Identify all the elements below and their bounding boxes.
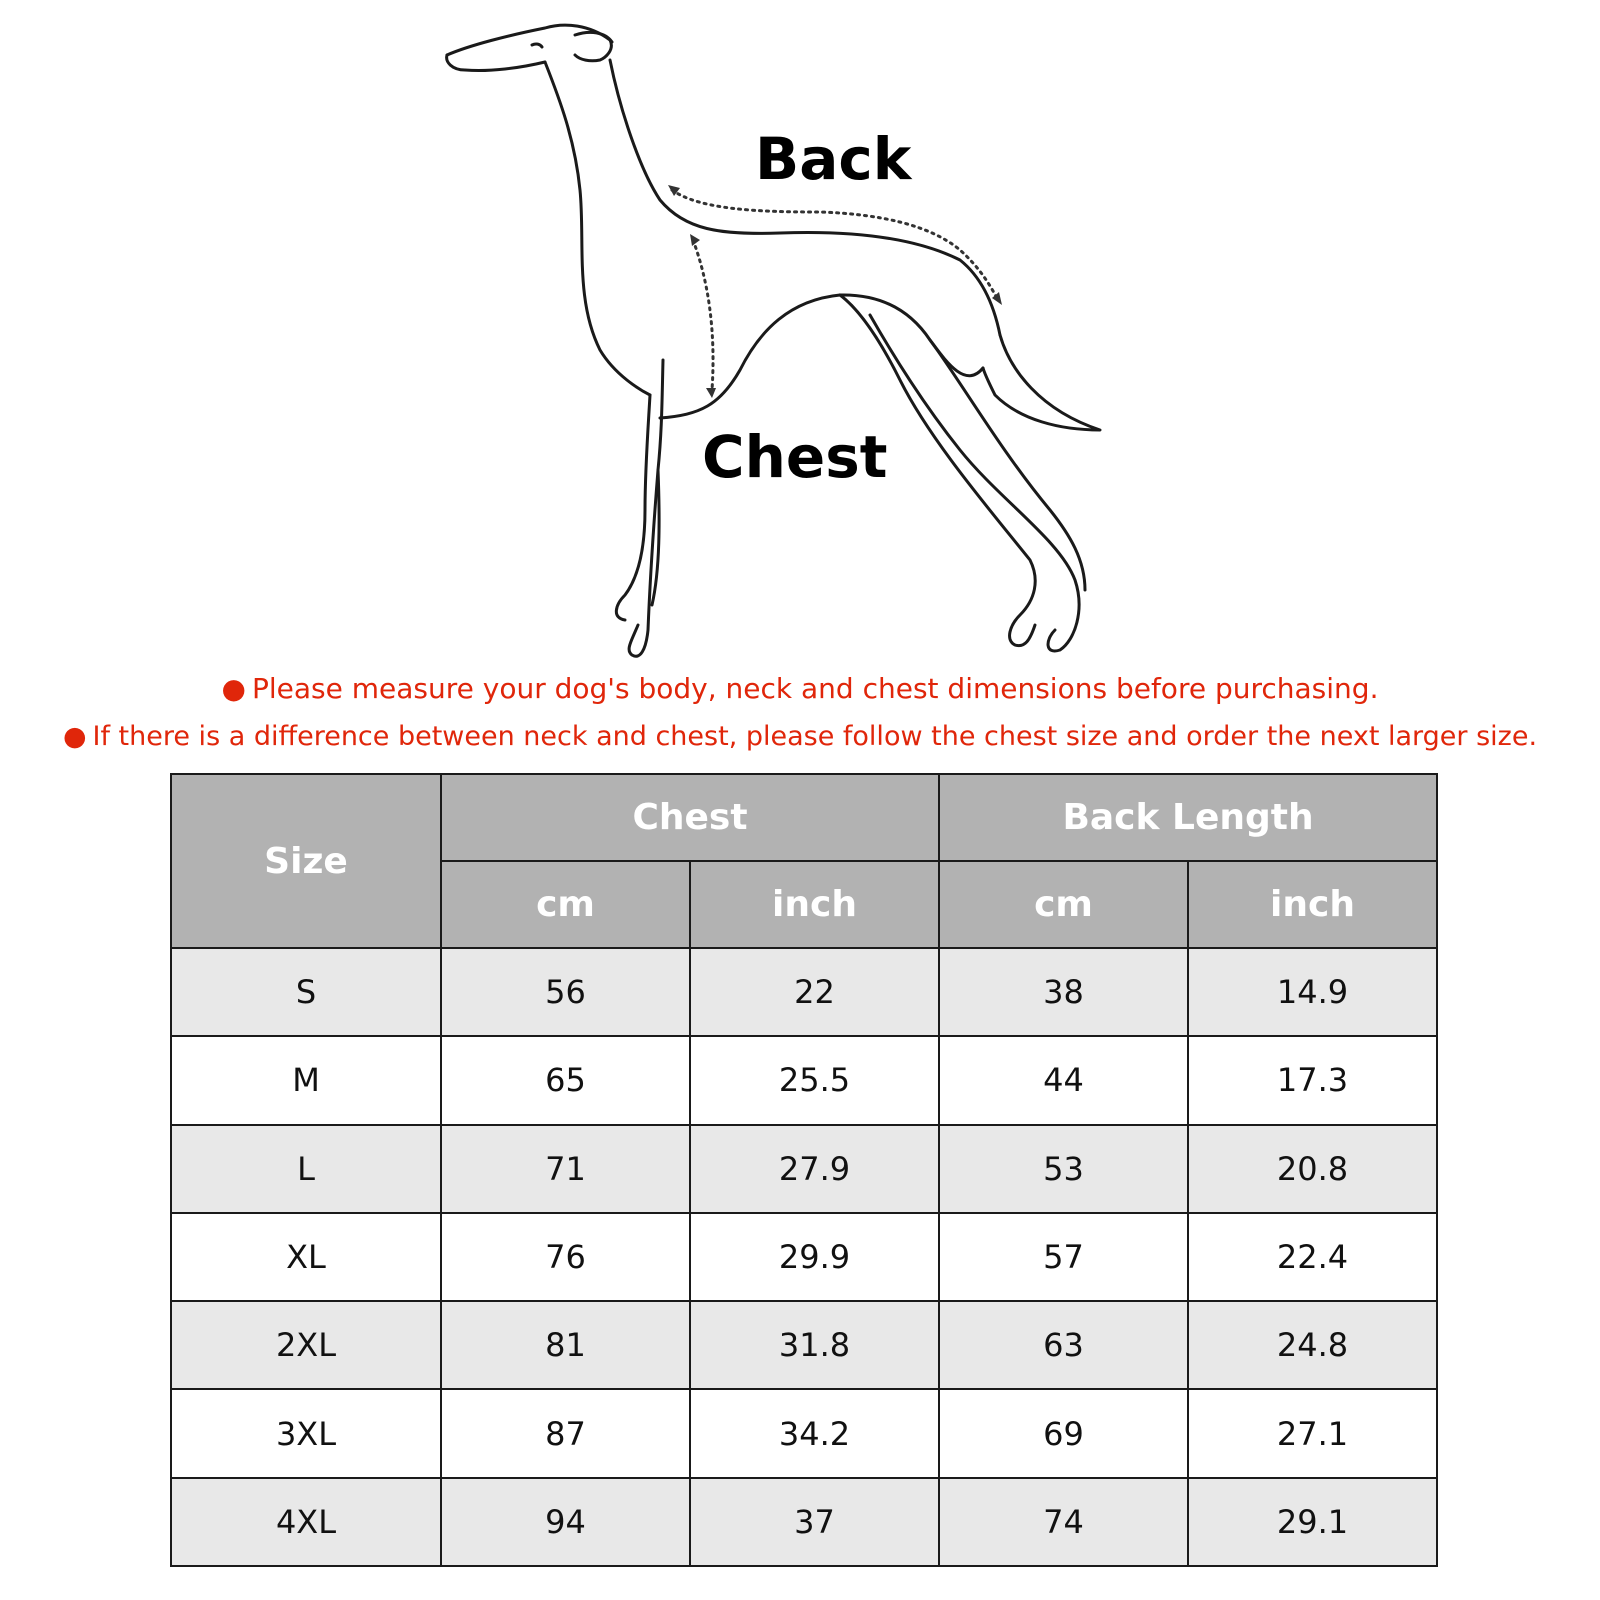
back-measure-label: Back [755,125,912,193]
chest-cm-cell: 71 [441,1125,690,1213]
back-cm-cell: 74 [939,1478,1188,1566]
back-cm-cell: 53 [939,1125,1188,1213]
back-inch-cell: 24.8 [1188,1301,1437,1389]
chest-cm-cell: 76 [441,1213,690,1301]
table-row [171,1301,1437,1389]
back-inch-cell: 20.8 [1188,1125,1437,1213]
back-inch-cell: 27.1 [1188,1389,1437,1477]
dog-measurement-illustration [0,0,1600,665]
back-length-group-header: Back Length [939,774,1437,861]
size-column-header: Size [171,774,441,948]
back-inch-cell: 22.4 [1188,1213,1437,1301]
size-chart-table [170,773,1438,1567]
back-cm-cell: 44 [939,1036,1188,1124]
table-row [171,1389,1437,1477]
bullet-icon: ● [221,672,246,705]
size-cell: 4XL [171,1478,441,1566]
measurement-notes [0,665,1600,761]
back-inch-cell: 14.9 [1188,948,1437,1036]
note-text: Please measure your dog's body, neck and chest dimensions before purchasing. [251,672,1379,705]
note-measure-before-purchase [0,665,1600,713]
chest-cm-cell: 87 [441,1389,690,1477]
back-inch-cell: 29.1 [1188,1478,1437,1566]
back-inch-cell: 17.3 [1188,1036,1437,1124]
back-inch-header: inch [1188,861,1437,948]
size-cell: L [171,1125,441,1213]
note-text: If there is a difference between neck and chest, please follow the chest size and order the next larger size. [92,721,1538,752]
back-cm-cell: 57 [939,1213,1188,1301]
table-row [171,1213,1437,1301]
size-cell: M [171,1036,441,1124]
chest-inch-cell: 34.2 [690,1389,939,1477]
chest-inch-cell: 37 [690,1478,939,1566]
bullet-icon: ● [62,721,87,752]
size-cell: S [171,948,441,1036]
chest-inch-cell: 31.8 [690,1301,939,1389]
chest-cm-cell: 65 [441,1036,690,1124]
table-header-row [171,774,1437,861]
size-cell: 3XL [171,1389,441,1477]
chest-group-header: Chest [441,774,939,861]
table-row [171,1036,1437,1124]
back-cm-header: cm [939,861,1188,948]
table-row [171,1125,1437,1213]
chest-cm-header: cm [441,861,690,948]
size-cell: XL [171,1213,441,1301]
chest-cm-cell: 56 [441,948,690,1036]
chest-measure-label: Chest [702,423,888,491]
chest-inch-header: inch [690,861,939,948]
back-cm-cell: 69 [939,1389,1188,1477]
size-cell: 2XL [171,1301,441,1389]
chest-cm-cell: 94 [441,1478,690,1566]
chest-cm-cell: 81 [441,1301,690,1389]
chest-inch-cell: 22 [690,948,939,1036]
chest-inch-cell: 27.9 [690,1125,939,1213]
chest-inch-cell: 29.9 [690,1213,939,1301]
table-row [171,948,1437,1036]
chest-inch-cell: 25.5 [690,1036,939,1124]
greyhound-outline-icon [0,0,1600,665]
back-cm-cell: 63 [939,1301,1188,1389]
back-cm-cell: 38 [939,948,1188,1036]
note-size-up-advice [0,713,1600,761]
table-row [171,1478,1437,1566]
